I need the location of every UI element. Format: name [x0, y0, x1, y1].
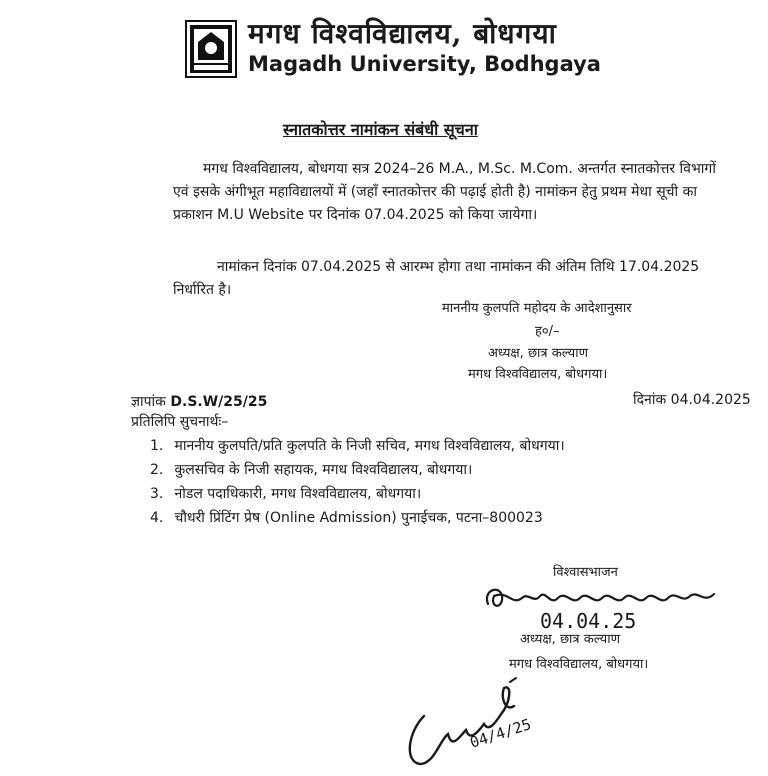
list-item — [150, 458, 565, 482]
list-item — [150, 482, 565, 506]
order-line-3: अध्यक्ष, छात्र कल्याण — [488, 346, 588, 361]
list-item-number: 3. — [150, 486, 164, 502]
notice-date: दिनांक 04.04.2025 — [633, 392, 751, 408]
list-item — [150, 506, 565, 530]
paragraph-2-text: नामांकन दिनांक 07.04.2025 से आरम्भ होगा तथा नामांकन की अंतिम तिथि 17.04.2025 निर्धारित है। — [173, 259, 700, 298]
memo-value: D.S.W/25/25 — [170, 394, 268, 410]
notice-heading: स्नातकोत्तर नामांकन संबंधी सूचना — [283, 120, 478, 139]
initials-date: 04/4/25 — [467, 715, 534, 752]
list-item-text: नोडल पदाधिकारी, मगध विश्वविद्यालय, बोधगया। — [174, 486, 422, 502]
closing-text: विश्वासभाजन — [553, 565, 618, 580]
university-title-hindi: मगध विश्वविद्यालय, बोधगया — [248, 17, 557, 50]
notice-paragraph-2 — [173, 256, 733, 302]
handwritten-initials — [400, 676, 560, 770]
signatory-designation: अध्यक्ष, छात्र कल्याण — [520, 632, 620, 647]
list-item-number: 2. — [150, 462, 164, 478]
list-item-text: चौधरी प्रिंटिंग प्रेष (Online Admission) पुनाईचक, पटना–800023 — [174, 510, 543, 526]
university-title-english: Magadh University, Bodhgaya — [248, 52, 601, 76]
list-item-text: माननीय कुलपति/प्रति कुलपति के निजी सचिव, मगध विश्वविद्यालय, बोधगया। — [174, 438, 565, 454]
memo-label: ज्ञापांक — [131, 394, 166, 410]
handwritten-signature — [478, 576, 738, 632]
list-item — [150, 434, 565, 458]
memo-number — [131, 392, 267, 411]
signatory-university: मगध विश्वविद्यालय, बोधगया। — [509, 657, 649, 672]
notice-paragraph-1 — [173, 158, 733, 227]
list-item-text: कुलसचिव के निजी सहायक, मगध विश्वविद्यालय, बोधगया। — [174, 462, 473, 478]
signature-date: 04.04.25 — [540, 609, 637, 632]
cc-list — [150, 434, 565, 530]
order-line-2: ह०/– — [535, 324, 560, 339]
list-item-number: 1. — [150, 438, 164, 454]
cc-label: प्रतिलिपि सुचनार्थः– — [131, 414, 229, 430]
order-line-1: माननीय कुलपति महोदय के आदेशानुसार — [442, 301, 632, 316]
order-line-4: मगध विश्वविद्यालय, बोधगया। — [468, 367, 608, 382]
paragraph-1-text: मगध विश्वविद्यालय, बोधगया सत्र 2024–26 M.A., M.Sc. M.Com. अन्तर्गत स्नातकोत्तर विभागों एवं इसके अंगीभूत महाविद्यालयों में (जहाँ स्नातकोत्तर की पढ़ाई होती है) नामांकन हेतु प्रथम मेधा सूची का प्रकाशन M.U Website पर दिनांक 07.04.2025 को किया जायेगा। — [173, 161, 716, 223]
university-emblem-icon — [185, 20, 237, 78]
list-item-number: 4. — [150, 510, 164, 526]
